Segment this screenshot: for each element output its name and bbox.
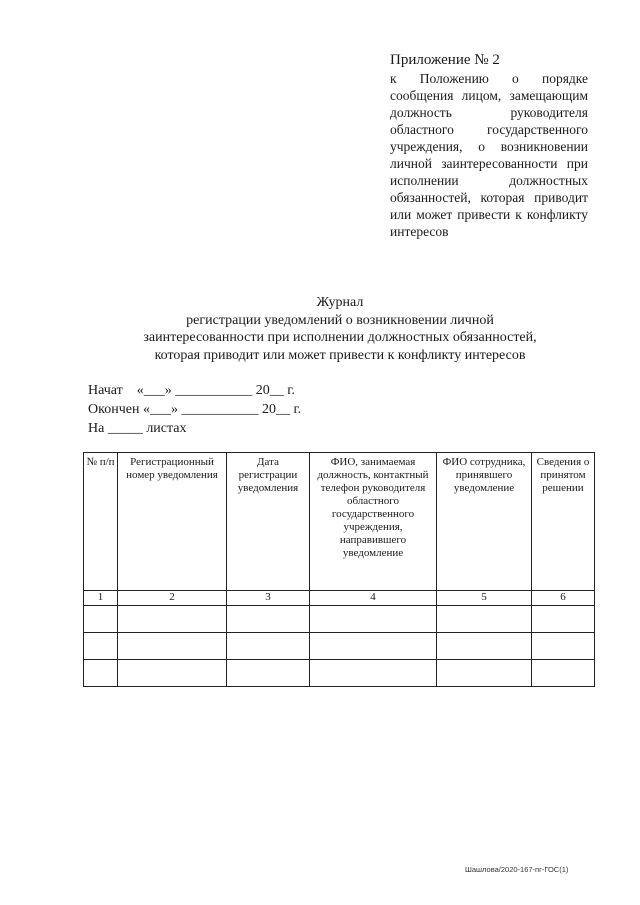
appendix-block <box>390 52 588 240</box>
table-cell <box>532 633 595 660</box>
header-cell-reg-number: Регистрационный номер уведомления <box>118 453 227 591</box>
table-cell <box>437 606 532 633</box>
heading-title: Журнал <box>316 295 364 310</box>
header-cell-receiver: ФИО сотрудника, принявшего уведомление <box>437 453 532 591</box>
table-row <box>84 606 595 633</box>
table-cell <box>84 660 118 687</box>
table-cell <box>84 606 118 633</box>
started-line: Начат «___» ___________ 20__ г. <box>88 383 295 398</box>
table-cell <box>84 633 118 660</box>
heading-line-3: заинтересованности при исполнении должностных обязанностей, <box>143 330 537 345</box>
document-stamp: Шашлова/2020-167-пг-ГОС(1) <box>465 865 569 874</box>
journal-table <box>83 452 595 687</box>
column-number-cell: 6 <box>532 591 595 606</box>
table-cell <box>227 660 310 687</box>
heading-line-2: регистрации уведомлений о возникновении личной <box>186 312 494 328</box>
table-cell <box>437 660 532 687</box>
table-cell <box>310 633 437 660</box>
journal-meta <box>88 381 301 438</box>
column-number-cell: 5 <box>437 591 532 606</box>
table-cell <box>118 660 227 687</box>
table-cell <box>310 660 437 687</box>
column-number-cell: 3 <box>227 591 310 606</box>
sheets-line: На _____ листах <box>88 421 187 436</box>
table-cell <box>310 606 437 633</box>
table-header-row <box>84 453 595 591</box>
appendix-text: к Положению о порядке сообщения лицом, замещающим должность руководителя областного государственного учреждения, о возникновении личной заинтересованности при исполнении должностных обязанностей, которая приводит или может привести к конфликту интересов <box>390 71 588 239</box>
table-cell <box>532 660 595 687</box>
table-row <box>84 633 595 660</box>
table-cell <box>227 606 310 633</box>
header-cell-number: № п/п <box>84 453 118 591</box>
table-cell <box>437 633 532 660</box>
column-number-cell: 4 <box>310 591 437 606</box>
header-cell-decision: Сведения о принятом решении <box>532 453 595 591</box>
table-cell <box>118 606 227 633</box>
heading-line-4: которая приводит или может привести к конфликту интересов <box>154 347 526 363</box>
header-cell-sender: ФИО, занимаемая должность, контактный телефон руководителя областного государственного учреждения, направившего уведомление <box>310 453 437 591</box>
journal-heading <box>90 294 590 364</box>
table-cell <box>227 633 310 660</box>
column-number-row <box>84 591 595 606</box>
appendix-number: Приложение № 2 <box>390 52 500 68</box>
column-number-cell: 1 <box>84 591 118 606</box>
header-cell-reg-date: Дата регистрации уведомления <box>227 453 310 591</box>
table-cell <box>118 633 227 660</box>
finished-line: Окончен «___» ___________ 20__ г. <box>88 402 302 417</box>
table-cell <box>532 606 595 633</box>
column-number-cell: 2 <box>118 591 227 606</box>
table-row <box>84 660 595 687</box>
